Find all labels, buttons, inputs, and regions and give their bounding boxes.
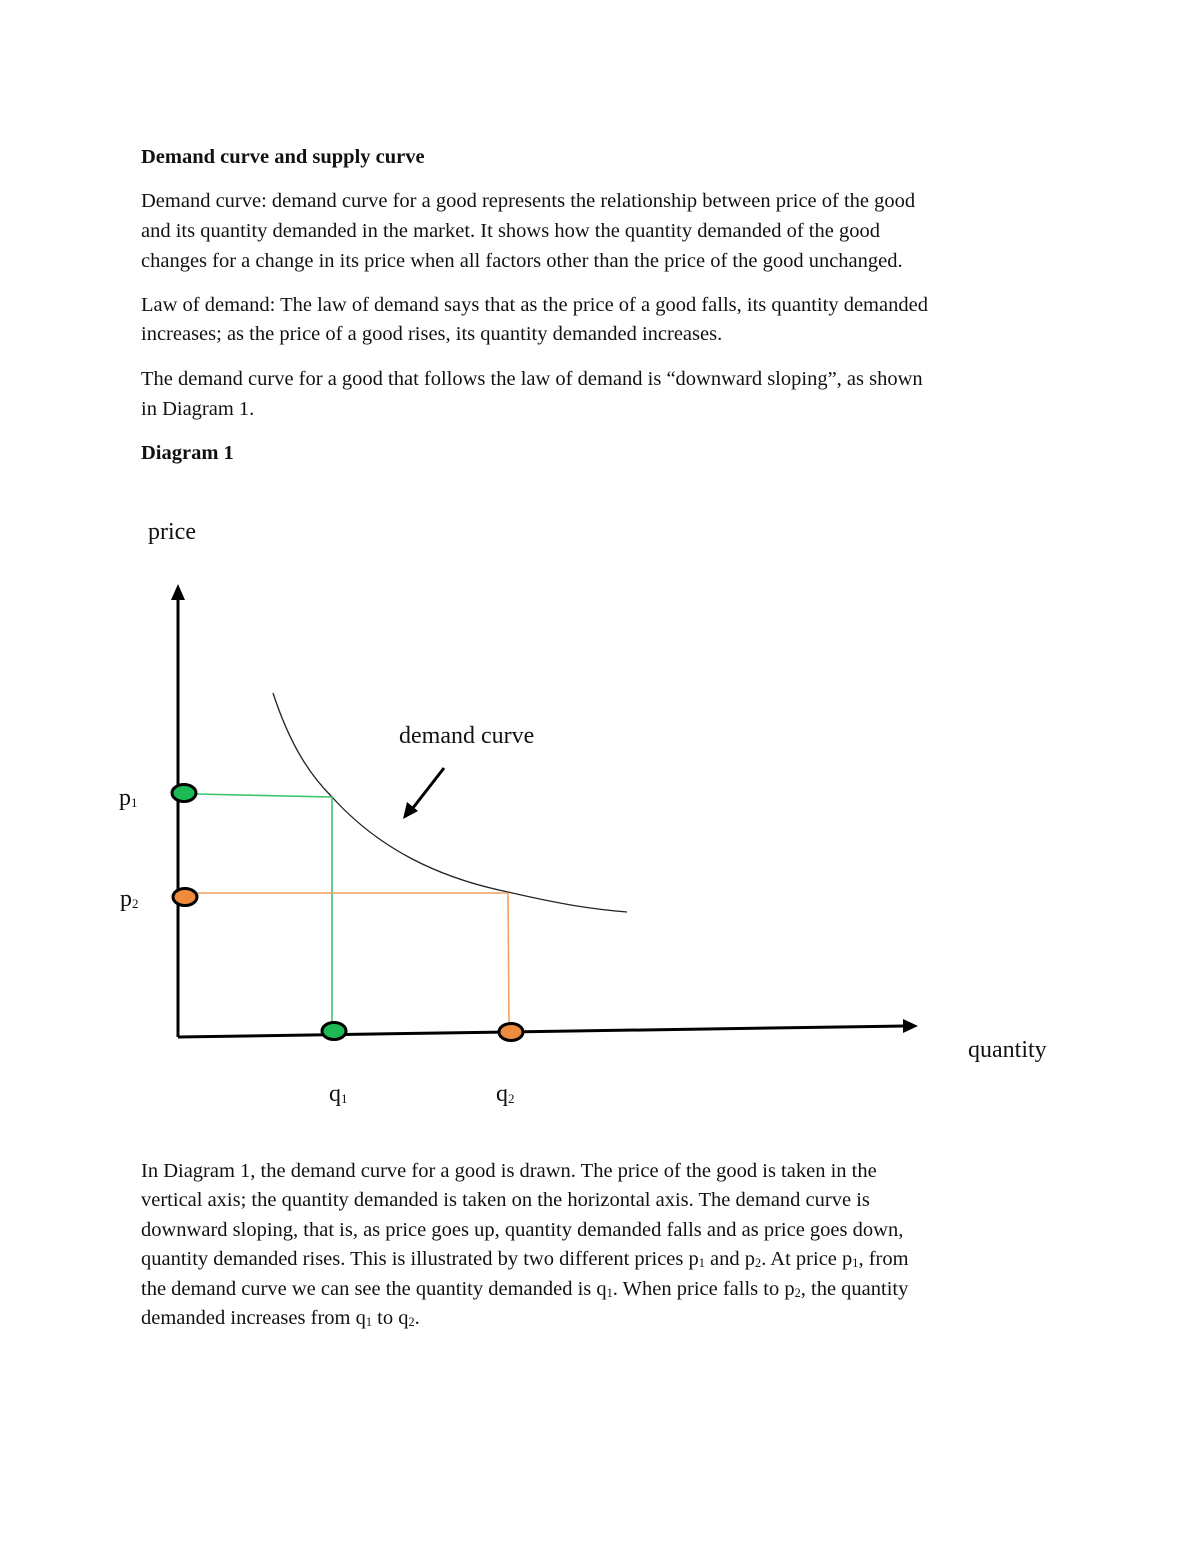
y-axis-label: price xyxy=(148,519,196,545)
x-axis-arrowhead-icon xyxy=(903,1019,918,1033)
text-line: Law of demand: The law of demand says that as the price of a good falls, its quantity demanded xyxy=(141,294,928,316)
text-line: changes for a change in its price when all factors other than the price of the good unchanged. xyxy=(141,250,903,272)
text-line: downward sloping, that is, as price goes up, quantity demanded falls and as price goes down, xyxy=(141,1219,904,1241)
q2-vertical-guide xyxy=(508,893,509,1024)
q1-label: q1 xyxy=(329,1081,348,1107)
q2-label: q2 xyxy=(496,1081,515,1107)
text-line: quantity demanded rises. This is illustrated by two different prices $p_1$ and $p_2$. At price $p_1$, from xyxy=(141,1248,909,1270)
text-line: The demand curve for a good that follows the law of demand is “downward sloping”, as shown xyxy=(141,368,923,390)
curve-label: demand curve xyxy=(399,723,535,749)
y-axis-arrowhead-icon xyxy=(171,584,185,600)
text-line: vertical axis; the quantity demanded is taken on the horizontal axis. The demand curve is xyxy=(141,1189,870,1211)
text-line: and its quantity demanded in the market. It shows how the quantity demanded of the good xyxy=(141,220,880,242)
curve-pointer-arrow xyxy=(409,768,444,813)
p1-marker xyxy=(172,785,196,802)
text-line: increases; as the price of a good rises, its quantity demanded increases. xyxy=(141,323,723,345)
q1-marker xyxy=(322,1023,346,1040)
x-axis xyxy=(178,1026,904,1037)
text-line: In Diagram 1, the demand curve for a good is drawn. The price of the good is taken in the xyxy=(141,1160,877,1182)
p1-horizontal-guide xyxy=(196,794,332,797)
text-line: Demand curve: demand curve for a good represents the relationship between price of the good xyxy=(141,190,916,212)
text-line: demanded increases from $q_1$ to $q_2$. xyxy=(141,1307,420,1329)
text-line: the demand curve we can see the quantity demanded is $q_1$. When price falls to $p_2$, the quantity xyxy=(141,1278,909,1300)
document-heading: Demand curve and supply curve xyxy=(141,146,425,168)
q2-marker xyxy=(499,1024,523,1041)
p2-marker xyxy=(173,889,197,906)
text-line: in Diagram 1. xyxy=(141,398,255,420)
diagram-heading: Diagram 1 xyxy=(141,442,234,464)
x-axis-label: quantity xyxy=(968,1037,1047,1063)
p1-label: p1 xyxy=(119,785,138,811)
p2-label: p2 xyxy=(120,886,139,912)
